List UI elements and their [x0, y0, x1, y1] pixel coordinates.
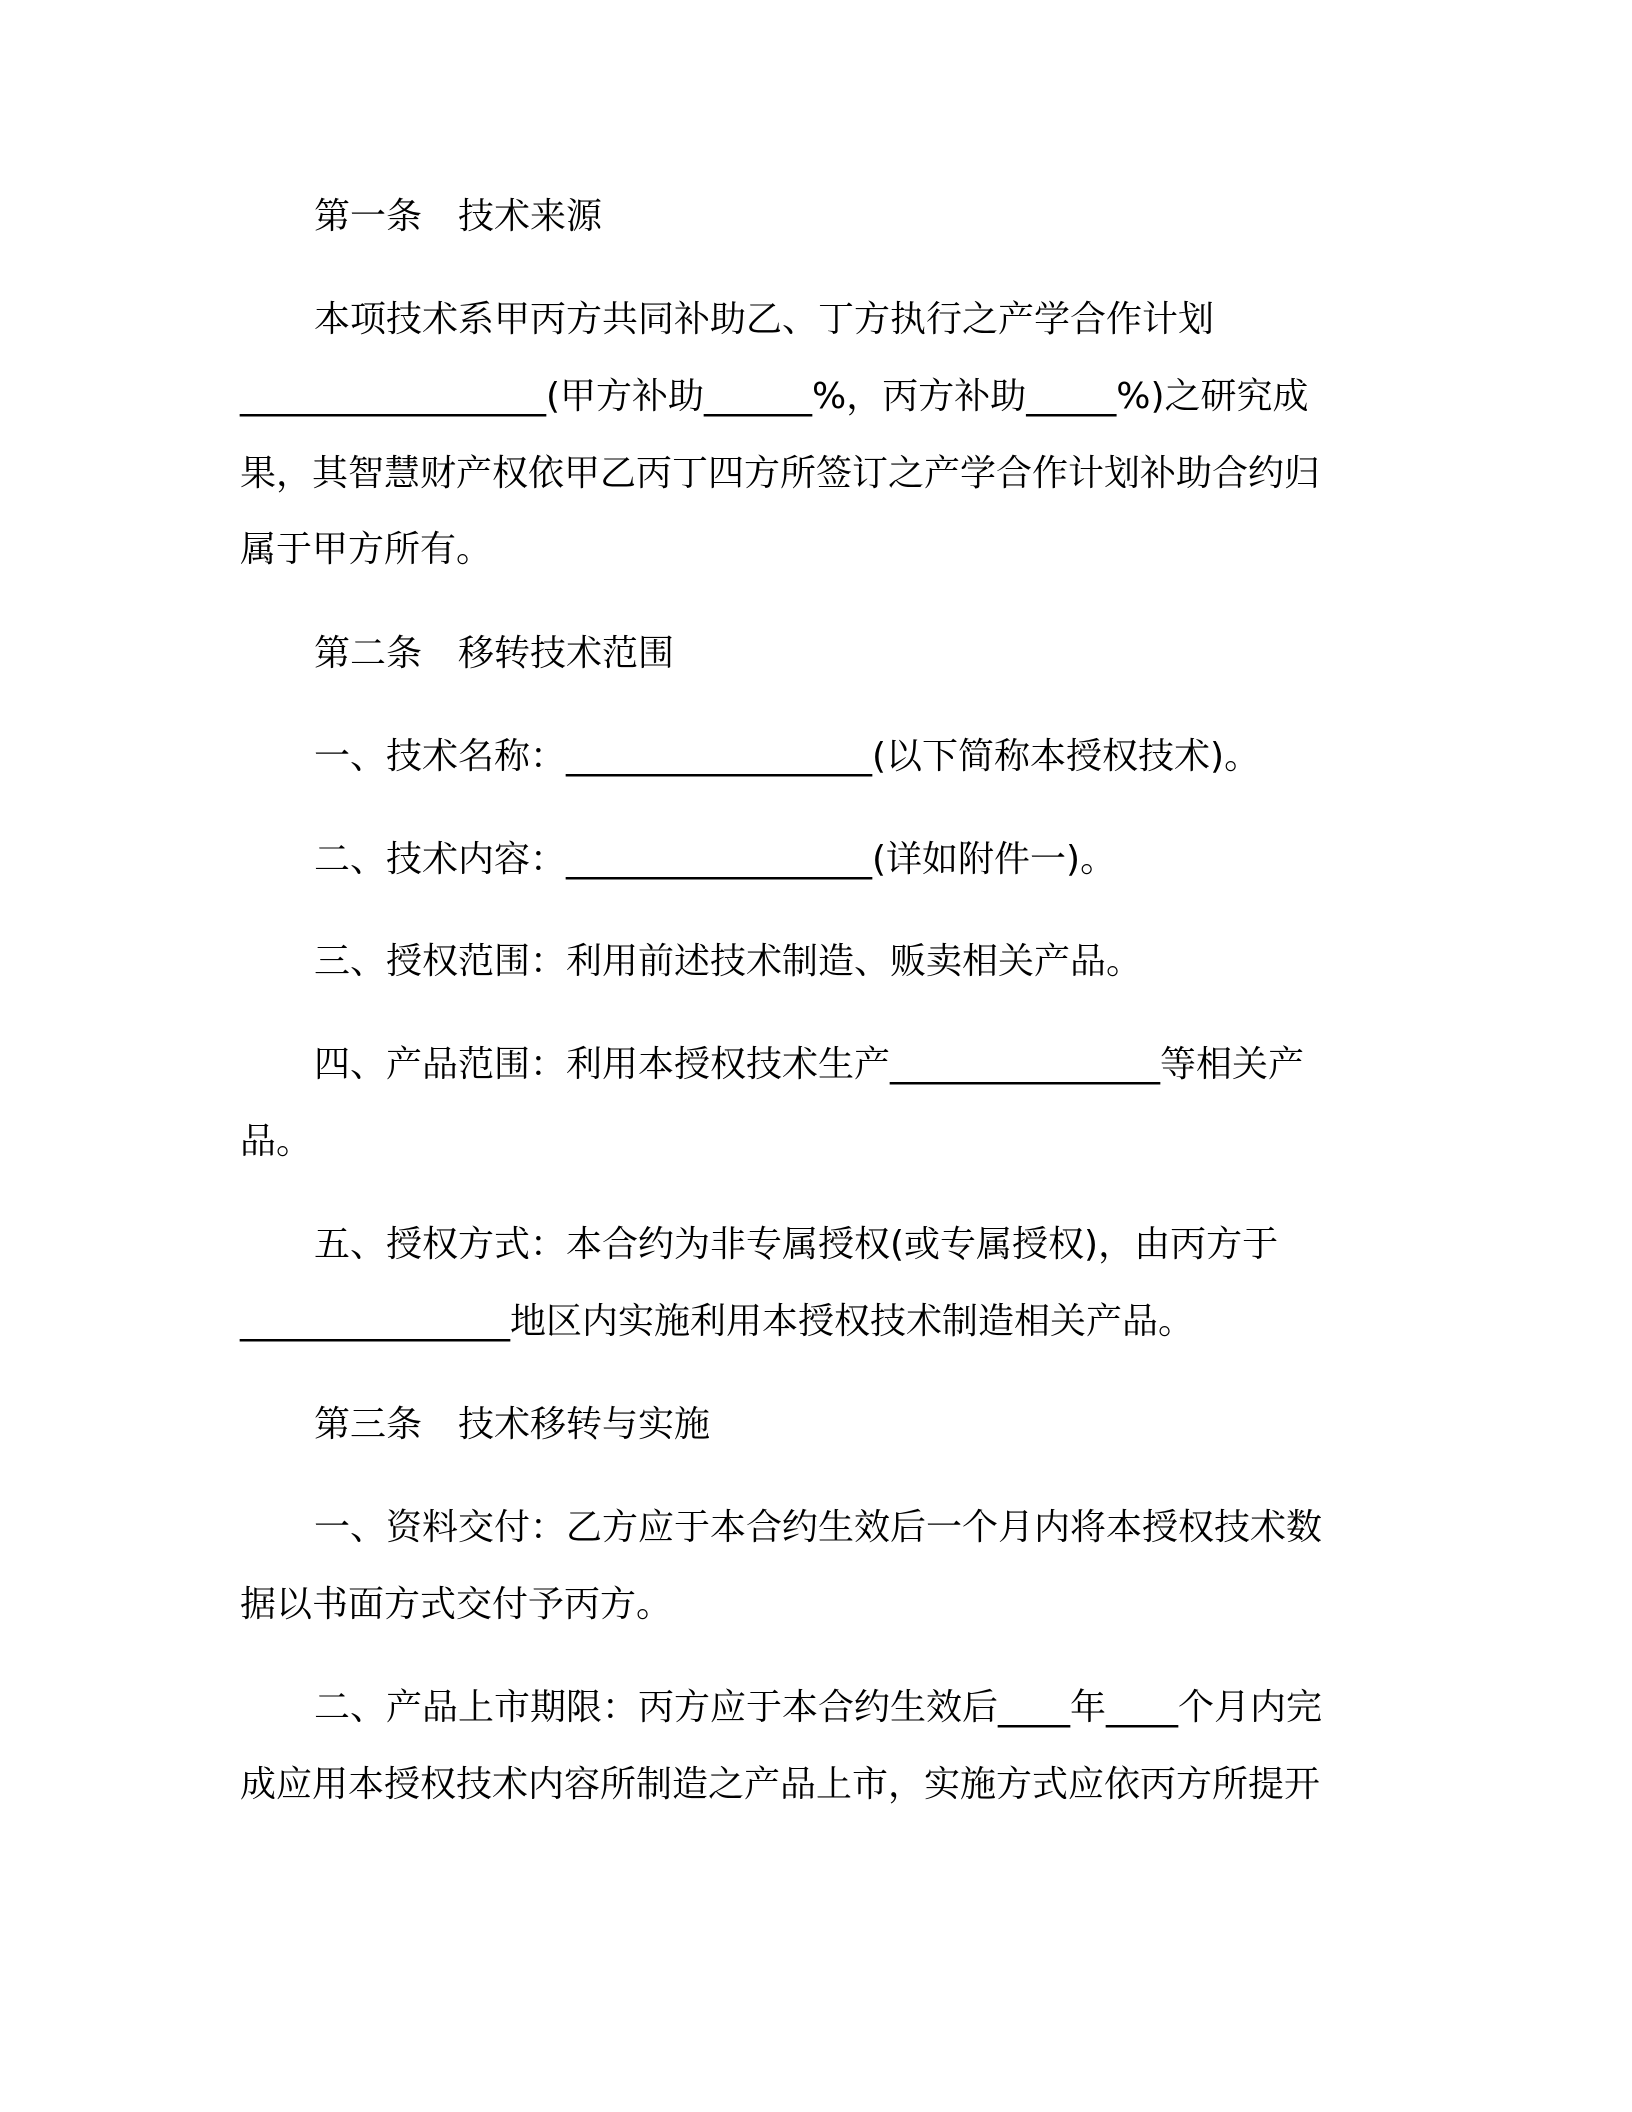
article-2-item-4-line-1: 四、产品范围：利用本授权技术生产_______________等相关产	[314, 1044, 1305, 1085]
article-2-item-1: 一、技术名称：_________________(以下简称本授权技术)。	[314, 736, 1261, 777]
article-1-paragraph-line-1: 本项技术系甲丙方共同补助乙、丁方执行之产学合作计划	[314, 299, 1215, 340]
article-3-item-1-line-1: 一、资料交付：乙方应于本合约生效后一个月内将本授权技术数	[314, 1507, 1323, 1548]
article-2-heading: 第二条 移转技术范围	[314, 633, 675, 674]
article-3-item-2-line-1: 二、产品上市期限：丙方应于本合约生效后____年____个月内完	[314, 1687, 1323, 1728]
article-2-item-4-line-2: 品。	[240, 1121, 313, 1162]
article-1-paragraph-line-3: 果，其智慧财产权依甲乙丙丁四方所签订之产学合作计划补助合约归	[240, 453, 1321, 494]
article-1-heading: 第一条 技术来源	[314, 196, 603, 237]
article-2-item-3: 三、授权范围：利用前述技术制造、贩卖相关产品。	[314, 941, 1143, 982]
article-3-heading: 第三条 技术移转与实施	[314, 1404, 711, 1445]
article-2-item-5-line-2: _______________地区内实施利用本授权技术制造相关产品。	[240, 1301, 1195, 1342]
article-1-paragraph-line-2: _________________(甲方补助______%，丙方补助_____%)之研究成	[240, 376, 1309, 417]
article-3-item-1-line-2: 据以书面方式交付予丙方。	[240, 1584, 673, 1625]
article-3-item-2-line-2: 成应用本授权技术内容所制造之产品上市，实施方式应依丙方所提开	[240, 1764, 1321, 1805]
article-2-item-5-line-1: 五、授权方式：本合约为非专属授权(或专属授权)，由丙方于	[314, 1224, 1279, 1265]
article-2-item-2: 二、技术内容：_________________(详如附件一)。	[314, 839, 1117, 880]
article-1-paragraph-line-4: 属于甲方所有。	[240, 529, 493, 570]
